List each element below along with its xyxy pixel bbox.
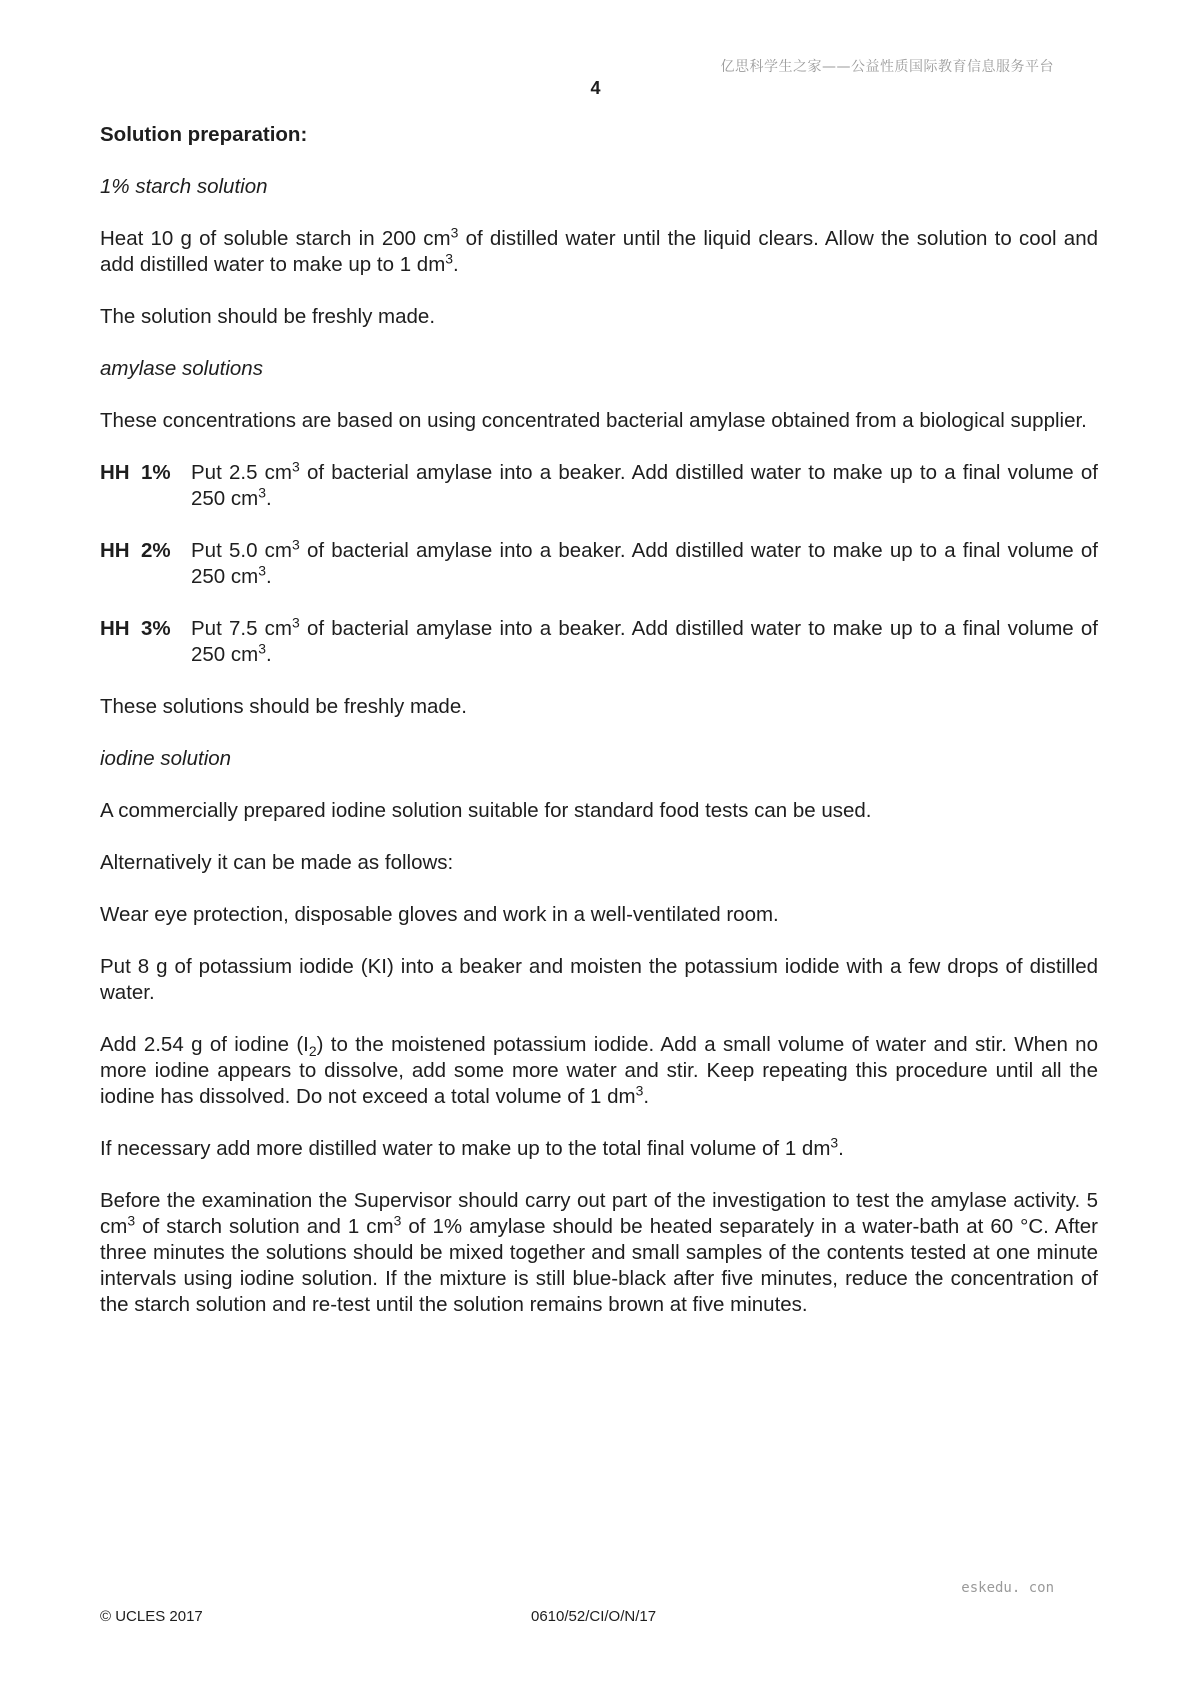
iodine-dissolve-paragraph: Add 2.54 g of iodine $(I_2)$ to the moistened potassium iodide. Add a small volume of water and stir. When no more iodine appears to dissolve, add some more water and stir. Keep repeating this procedure until all the iodine has dissolved. Do not exceed a total volume of 1 $dm^3$.: [100, 1033, 1098, 1108]
iodine-subtitle: iodine solution: [100, 747, 232, 770]
amylase-item-text: Put 2.5 $cm^3$ of bacterial amylase into a beaker. Add distilled water to make up to a final volume of 250 $cm^3$.: [191, 458, 1099, 510]
footer-paper-code: 0610/52/CI/O/N/17: [531, 1608, 657, 1625]
starch-preparation-paragraph: Heat 10 g of soluble starch in 200 $cm^3$ of distilled water until the liquid clears. Allow the solution to cool and add distilled water to make up to 1 $dm^3$.: [100, 224, 1098, 276]
amylase-item-2-percent: [100, 538, 1098, 590]
iodine-safety-paragraph: Wear eye protection, disposable gloves and work in a well-ventilated room.: [100, 903, 779, 926]
amylase-item-label: HH 2%: [100, 539, 171, 562]
iodine-ki-paragraph: Put 8 g of potassium iodide (KI) into a beaker and moisten the potassium iodide with a few drops of distilled water.: [100, 955, 1098, 1004]
starch-subtitle: 1% starch solution: [100, 175, 268, 198]
supervisor-test-paragraph: Before the examination the Supervisor should carry out part of the investigation to test the amylase activity. 5 $cm^3$ of starch solution and 1 $cm^3$ of 1% amylase should be heated separately in a water-bath at 60 °C. After three minutes the solutions should be mixed together and small samples of the contents tested at one minute intervals using iodine solution. If the mixture is still blue-black after five minutes, reduce the concentration of the starch solution and re-test until the solution remains brown at five minutes.: [100, 1189, 1098, 1316]
page-content: [100, 122, 1098, 1344]
section-title: Solution preparation:: [100, 123, 308, 146]
iodine-alternative-paragraph: Alternatively it can be made as follows:: [100, 851, 454, 874]
amylase-item-3-percent: [100, 616, 1098, 668]
amylase-freshness-note: These solutions should be freshly made.: [100, 695, 467, 718]
amylase-item-1-percent: [100, 460, 1098, 512]
amylase-subtitle: amylase solutions: [100, 357, 263, 380]
iodine-commercial-paragraph: A commercially prepared iodine solution suitable for standard food tests can be used.: [100, 799, 872, 822]
amylase-item-text: Put 7.5 $cm^3$ of bacterial amylase into a beaker. Add distilled water to make up to a final volume of 250 $cm^3$.: [191, 614, 1099, 666]
amylase-item-label: HH 1%: [100, 461, 171, 484]
amylase-item-text: Put 5.0 $cm^3$ of bacterial amylase into a beaker. Add distilled water to make up to a final volume of 250 $cm^3$.: [191, 536, 1099, 588]
page-number: 4: [590, 78, 601, 98]
starch-freshness-note: The solution should be freshly made.: [100, 305, 436, 328]
header-watermark: 亿思科学生之家——公益性质国际教育信息服务平台: [720, 59, 1054, 75]
footer-watermark: eskedu. con: [961, 1580, 1054, 1596]
footer-copyright: © UCLES 2017: [100, 1608, 203, 1625]
amylase-intro-paragraph: These concentrations are based on using concentrated bacterial amylase obtained from a biological supplier.: [100, 409, 1087, 432]
iodine-topup-paragraph: If necessary add more distilled water to make up to the total final volume of 1 $dm^3$.: [100, 1134, 844, 1160]
amylase-item-label: HH 3%: [100, 617, 171, 640]
